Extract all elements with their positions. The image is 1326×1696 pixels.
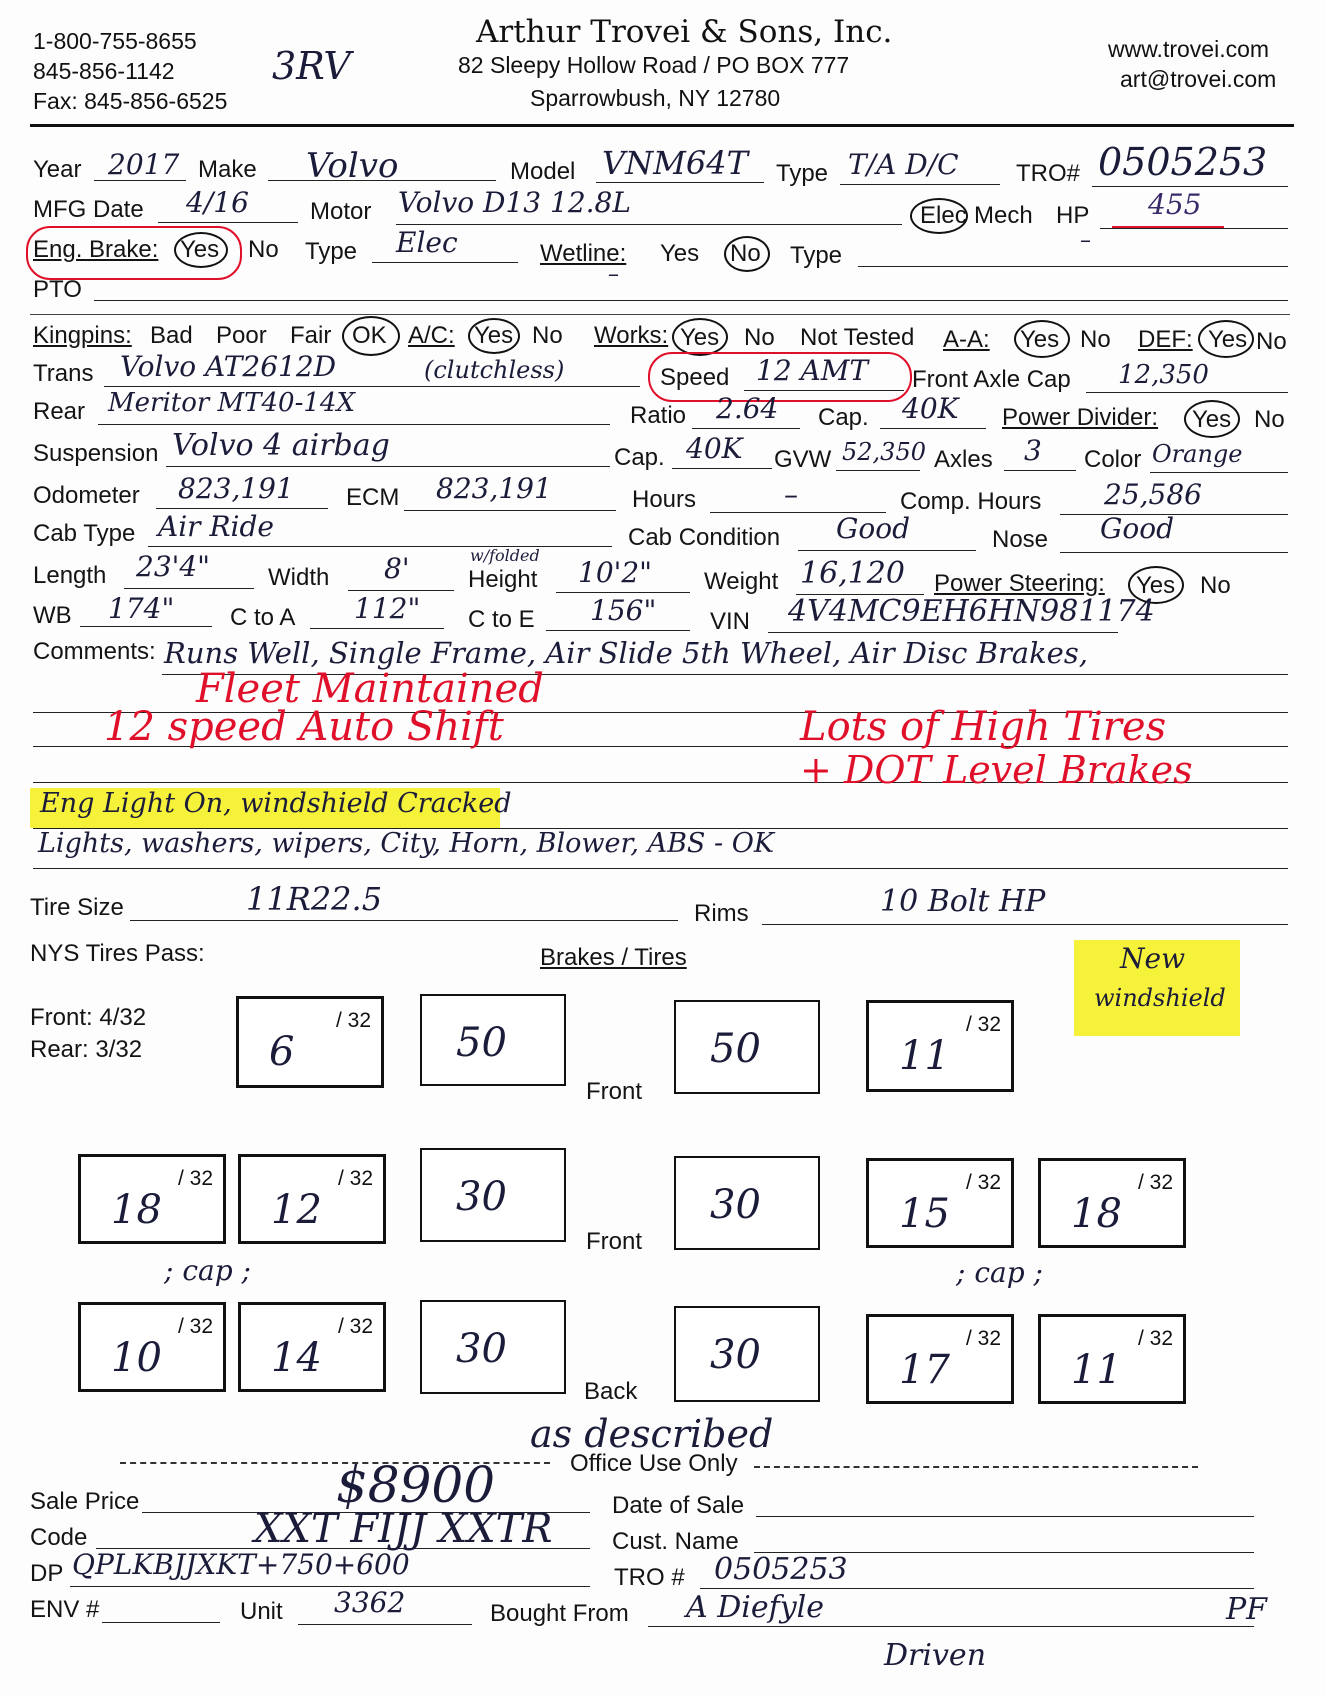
- env-label: ENV #: [30, 1596, 100, 1623]
- gvw-value[interactable]: 52,350: [842, 438, 926, 466]
- color-label: Color: [1084, 446, 1142, 473]
- tro-value[interactable]: 0505253: [1098, 140, 1268, 184]
- header-rule: [30, 124, 1294, 127]
- tire-back-left-inner[interactable]: 14 / 32: [238, 1302, 386, 1392]
- fax: Fax: 845-856-6525: [33, 88, 228, 114]
- comp-hours-label: Comp. Hours: [900, 488, 1042, 515]
- ratio-label: Ratio: [630, 402, 687, 429]
- cust-name-label: Cust. Name: [612, 1528, 739, 1555]
- works-label: Works:: [594, 322, 669, 349]
- tire-mid-right-outer[interactable]: 18 / 32: [1038, 1158, 1186, 1248]
- hours-value[interactable]: –: [784, 478, 798, 511]
- bought-from-value[interactable]: A Diefyle: [686, 1590, 825, 1625]
- speed-red-circle: [648, 352, 912, 402]
- brake-back-left[interactable]: 30: [420, 1300, 566, 1394]
- phone-local: 845-856-1142: [33, 58, 175, 84]
- tire-back-left-outer[interactable]: 10 / 32: [78, 1302, 226, 1392]
- odometer-value[interactable]: 823,191: [178, 472, 294, 505]
- suspension-label: Suspension: [33, 440, 159, 467]
- axles-value[interactable]: 3: [1024, 434, 1042, 467]
- works-not-tested[interactable]: Not Tested: [800, 324, 915, 351]
- type-label: Type: [776, 160, 829, 187]
- c-to-a-value[interactable]: 112": [354, 592, 421, 625]
- hp-dash: –: [1080, 228, 1091, 253]
- elec-option[interactable]: Elec: [920, 202, 967, 229]
- comment-line-1[interactable]: Runs Well, Single Frame, Air Slide 5th Wheel, Air Disc Brakes,: [164, 636, 1088, 670]
- power-divider-no[interactable]: No: [1254, 406, 1285, 433]
- eng-brake-label: Eng. Brake:: [33, 236, 159, 263]
- cap-note-left: ; cap ;: [164, 1254, 251, 1287]
- c-to-e-label: C to E: [468, 606, 535, 633]
- suspension-value[interactable]: Volvo 4 airbag: [172, 428, 390, 463]
- ecm-label: ECM: [346, 484, 400, 511]
- comment-line-7[interactable]: Lights, washers, wipers, City, Horn, Blower, ABS - OK: [38, 828, 775, 859]
- tire-mid-right-inner[interactable]: 15 / 32: [866, 1158, 1014, 1248]
- hp-value[interactable]: 455: [1148, 188, 1202, 221]
- ratio-value[interactable]: 2.64: [716, 392, 779, 425]
- pto-label: PTO: [33, 276, 82, 303]
- dp-value[interactable]: QPLKBJJXKT+750+600: [72, 1548, 410, 1581]
- mech-option[interactable]: Mech: [974, 202, 1033, 229]
- kingpins-ok-circle: [342, 316, 400, 356]
- eng-brake-no[interactable]: No: [248, 236, 279, 263]
- motor-label: Motor: [310, 198, 372, 225]
- brakes-tires-heading: Brakes / Tires: [540, 944, 687, 971]
- ecm-value[interactable]: 823,191: [436, 472, 552, 505]
- vin-label: VIN: [710, 608, 751, 635]
- initials: 3RV: [272, 44, 351, 88]
- odometer-label: Odometer: [33, 482, 140, 509]
- nose-label: Nose: [992, 526, 1049, 553]
- aa-label: A-A:: [943, 326, 990, 353]
- kingpins-ok[interactable]: OK: [352, 322, 387, 349]
- cab-condition-label: Cab Condition: [628, 524, 781, 551]
- new-windshield-note-1: New: [1120, 942, 1186, 975]
- cab-condition-value[interactable]: Good: [836, 512, 911, 545]
- tire-back-right-outer[interactable]: 11 / 32: [1038, 1314, 1186, 1404]
- dp-label: DP: [30, 1560, 64, 1587]
- front-spec: Front: 4/32: [30, 1004, 147, 1031]
- aa-yes-circle: [1014, 320, 1070, 358]
- make-label: Make: [198, 156, 257, 183]
- front-axle-cap-label: Front Axle Cap: [912, 366, 1071, 393]
- power-steering-label: Power Steering:: [934, 570, 1105, 597]
- wetline-dash: –: [608, 262, 619, 287]
- susp-cap-label: Cap.: [614, 444, 665, 471]
- unit-label: Unit: [240, 1598, 283, 1625]
- website-link[interactable]: www.trovei.com: [1108, 36, 1270, 62]
- wetline-label: Wetline:: [540, 240, 627, 267]
- power-divider-label: Power Divider:: [1002, 404, 1159, 431]
- as-described-note: as described: [530, 1412, 774, 1456]
- tire-front-left[interactable]: 6 / 32: [236, 996, 384, 1088]
- brake-mid-right[interactable]: 30: [674, 1156, 820, 1250]
- aa-yes[interactable]: Yes: [1020, 326, 1060, 353]
- motor-value[interactable]: Volvo D13 12.8L: [398, 186, 631, 219]
- comment-line-3[interactable]: 12 speed Auto Shift: [104, 704, 504, 750]
- sale-price-value[interactable]: $8900: [336, 1456, 496, 1514]
- length-label: Length: [33, 562, 107, 589]
- back-axle-label: Back: [584, 1378, 638, 1405]
- works-yes[interactable]: Yes: [680, 324, 720, 351]
- model-value[interactable]: VNM64T: [602, 144, 748, 182]
- nys-tires-label: NYS Tires Pass:: [30, 940, 205, 967]
- weight-value[interactable]: 16,120: [800, 556, 905, 591]
- rear-value[interactable]: Meritor MT40-14X: [108, 388, 355, 418]
- works-yes-circle: [672, 318, 728, 356]
- ac-label: A/C:: [408, 322, 455, 349]
- def-no[interactable]: No: [1256, 328, 1287, 355]
- comment-line-4[interactable]: Lots of High Tires: [800, 704, 1167, 750]
- comments-label: Comments:: [33, 638, 156, 665]
- color-value[interactable]: Orange: [1152, 440, 1243, 468]
- cab-type-label: Cab Type: [33, 520, 136, 547]
- code-label: Code: [30, 1524, 88, 1551]
- def-label: DEF:: [1138, 326, 1193, 353]
- wb-value[interactable]: 174": [108, 592, 175, 625]
- elec-circle-mark: [910, 198, 968, 234]
- comment-line-5[interactable]: + DOT Level Brakes: [800, 748, 1193, 792]
- works-no[interactable]: No: [744, 324, 775, 351]
- brake-type-value[interactable]: Elec: [396, 226, 458, 259]
- comment-line-6[interactable]: Eng Light On, windshield Cracked: [40, 788, 512, 819]
- front-axle-label-1: Front: [586, 1078, 643, 1105]
- brake-front-left[interactable]: 50: [420, 994, 566, 1086]
- ac-yes[interactable]: Yes: [474, 322, 514, 349]
- type-value[interactable]: T/A D/C: [848, 148, 959, 181]
- comment-line-2[interactable]: Fleet Maintained: [196, 666, 544, 712]
- driven-note: Driven: [884, 1638, 987, 1673]
- def-yes[interactable]: Yes: [1208, 326, 1248, 353]
- ac-no[interactable]: No: [532, 322, 563, 349]
- sale-price-label: Sale Price: [30, 1488, 140, 1515]
- hp-label: HP: [1056, 202, 1090, 229]
- vin-value[interactable]: 4V4MC9EH6HN981174: [788, 594, 1155, 629]
- date-of-sale-label: Date of Sale: [612, 1492, 745, 1519]
- year-value[interactable]: 2017: [108, 148, 180, 181]
- wetline-type-label: Type: [790, 242, 843, 269]
- length-value[interactable]: 23'4": [136, 550, 211, 583]
- trans-value[interactable]: Volvo AT2612D: [120, 350, 337, 383]
- cap-note-right: ; cap ;: [956, 1256, 1043, 1289]
- rear-spec: Rear: 3/32: [30, 1036, 143, 1063]
- kingpins-poor[interactable]: Poor: [216, 322, 267, 349]
- height-label: Height: [468, 566, 538, 593]
- wetline-no-circle: [724, 236, 770, 272]
- make-value[interactable]: Volvo: [306, 146, 399, 186]
- rear-label: Rear: [33, 398, 86, 425]
- power-divider-yes[interactable]: Yes: [1192, 406, 1232, 433]
- rear-cap-value[interactable]: 40K: [902, 392, 959, 425]
- rims-label: Rims: [694, 900, 749, 927]
- tro2-value[interactable]: 0505253: [714, 1552, 848, 1587]
- bought-from-label: Bought From: [490, 1600, 629, 1627]
- mfg-date-value[interactable]: 4/16: [186, 186, 249, 219]
- hours-label: Hours: [632, 486, 697, 513]
- tire-back-right-inner[interactable]: 17 / 32: [866, 1314, 1014, 1404]
- model-label: Model: [510, 158, 576, 185]
- wetline-yes[interactable]: Yes: [660, 240, 700, 267]
- kingpins-bad[interactable]: Bad: [150, 322, 193, 349]
- susp-cap-value[interactable]: 40K: [686, 432, 743, 465]
- gvw-label: GVW: [774, 446, 832, 473]
- brake-front-right[interactable]: 50: [674, 1000, 820, 1094]
- email-link[interactable]: art@trovei.com: [1120, 66, 1277, 92]
- rims-value[interactable]: 10 Bolt HP: [880, 884, 1046, 919]
- unit-value[interactable]: 3362: [334, 1586, 406, 1619]
- speed-value[interactable]: 12 AMT: [756, 354, 869, 387]
- def-yes-circle: [1198, 320, 1254, 358]
- comp-hours-value[interactable]: 25,586: [1104, 478, 1202, 511]
- aa-no[interactable]: No: [1080, 326, 1111, 353]
- ac-yes-circle: [468, 318, 520, 354]
- height-note: w/folded: [470, 546, 540, 565]
- mfg-date-label: MFG Date: [33, 196, 144, 223]
- hp-red-underline: [1112, 226, 1224, 228]
- trans-label: Trans: [33, 360, 94, 387]
- c-to-a-label: C to A: [230, 604, 296, 631]
- brake-back-right[interactable]: 30: [674, 1306, 820, 1402]
- width-label: Width: [268, 564, 330, 591]
- wetline-no[interactable]: No: [730, 240, 761, 267]
- code-value[interactable]: XXT FIJJ XXTR: [254, 1506, 553, 1552]
- power-steering-no[interactable]: No: [1200, 572, 1231, 599]
- weight-label: Weight: [704, 568, 779, 595]
- tro2-label: TRO #: [614, 1564, 685, 1591]
- c-to-e-value[interactable]: 156": [590, 594, 657, 627]
- front-axle-cap-value[interactable]: 12,350: [1118, 360, 1209, 390]
- brake-mid-left[interactable]: 30: [420, 1148, 566, 1242]
- office-use-heading: Office Use Only: [570, 1450, 738, 1477]
- tire-size-value[interactable]: 11R22.5: [246, 880, 383, 918]
- tire-mid-left-inner[interactable]: 12 / 32: [238, 1154, 386, 1244]
- kingpins-label: Kingpins:: [33, 322, 132, 349]
- cab-type-value[interactable]: Air Ride: [158, 510, 274, 543]
- tire-mid-left-outer[interactable]: 18 / 32: [78, 1154, 226, 1244]
- tire-size-label: Tire Size: [30, 894, 124, 921]
- company-name: Arthur Trovei & Sons, Inc.: [476, 14, 893, 50]
- front-axle-label-2: Front: [586, 1228, 643, 1255]
- wb-label: WB: [33, 602, 72, 629]
- nose-value[interactable]: Good: [1100, 512, 1175, 545]
- company-address: 82 Sleepy Hollow Road / PO BOX 777: [458, 52, 850, 78]
- rear-cap-label: Cap.: [818, 404, 869, 431]
- brake-type-label: Type: [305, 238, 358, 265]
- phone-tollfree: 1-800-755-8655: [33, 28, 197, 54]
- power-divider-yes-circle: [1184, 400, 1240, 438]
- company-city: Sparrowbush, NY 12780: [530, 85, 781, 111]
- year-label: Year: [33, 156, 82, 183]
- trans-note[interactable]: (clutchless): [424, 356, 565, 384]
- new-windshield-note-2: windshield: [1094, 984, 1226, 1012]
- kingpins-fair[interactable]: Fair: [290, 322, 332, 349]
- eng-brake-yes-circle: [174, 232, 228, 268]
- tire-front-right[interactable]: 11 / 32: [866, 1000, 1014, 1092]
- speed-label: Speed: [660, 364, 730, 391]
- power-steering-yes[interactable]: Yes: [1136, 572, 1176, 599]
- height-value[interactable]: 10'2": [578, 556, 653, 589]
- axles-label: Axles: [934, 446, 993, 473]
- width-value[interactable]: 8': [384, 552, 410, 585]
- eng-brake-yes[interactable]: Yes: [180, 236, 220, 263]
- tro-label: TRO#: [1016, 160, 1081, 187]
- pf-initials: PF: [1226, 1592, 1268, 1627]
